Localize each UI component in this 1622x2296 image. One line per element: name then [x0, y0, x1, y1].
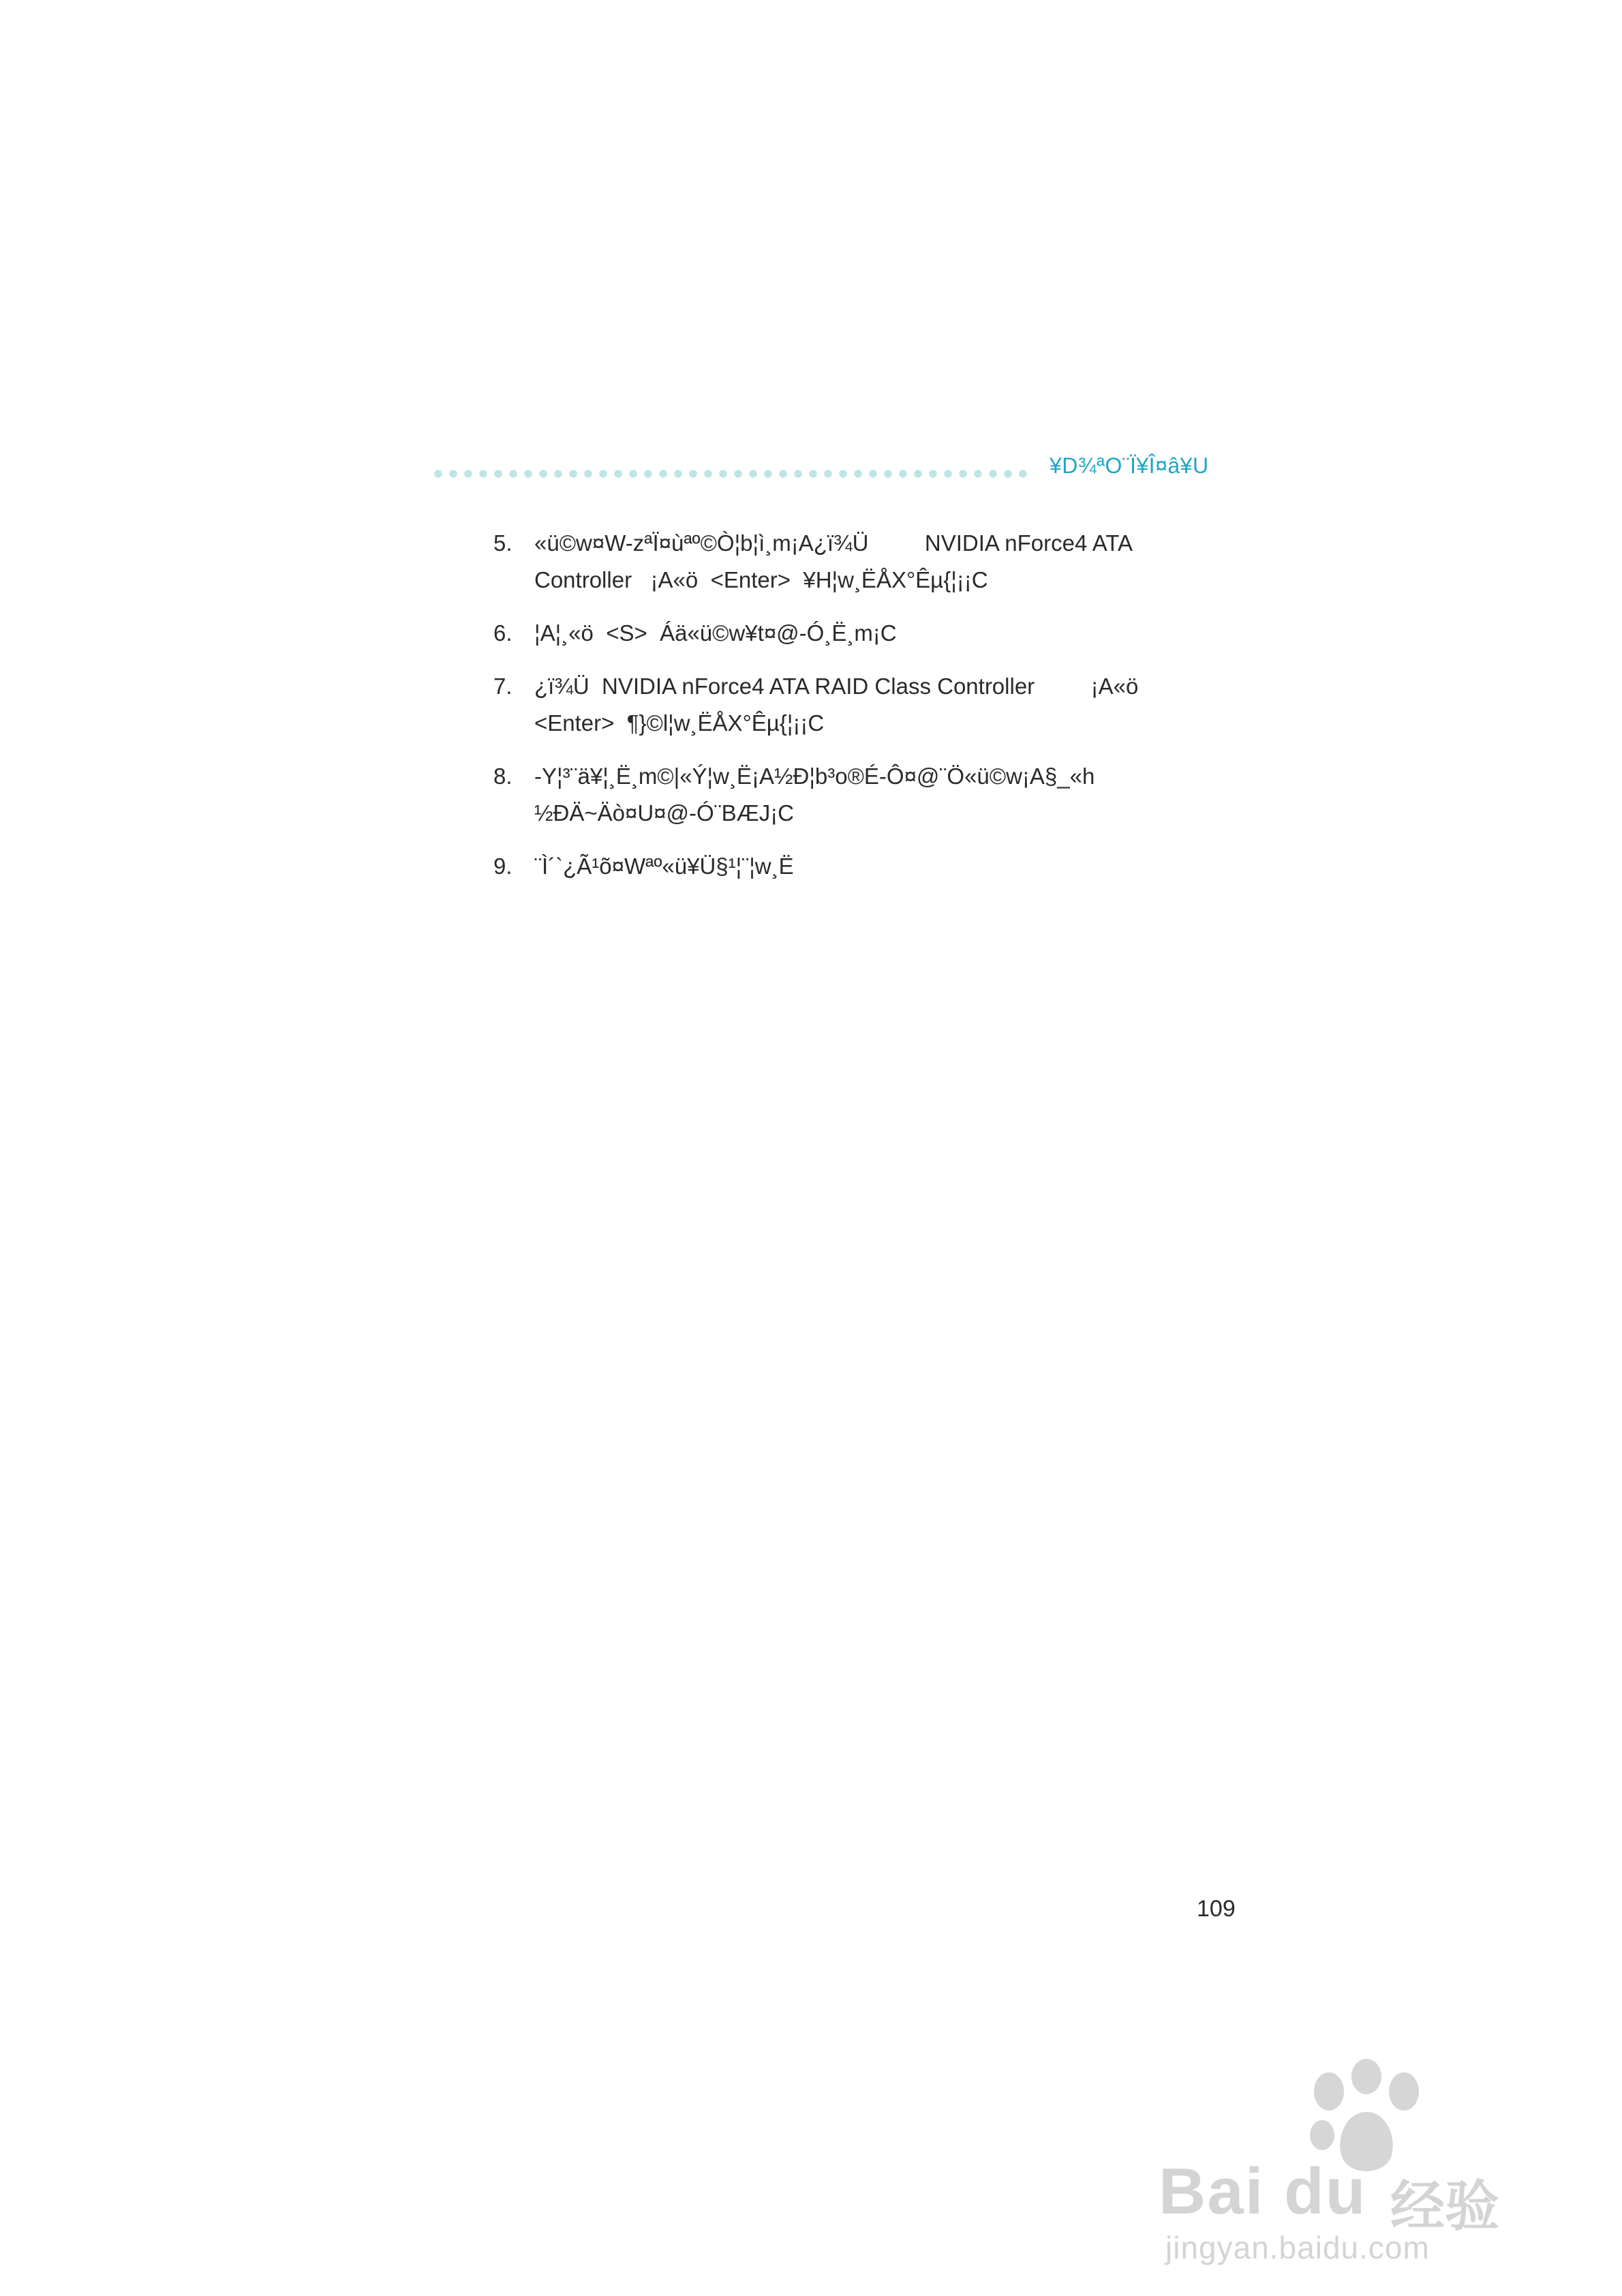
watermark-url: jingyan.baidu.com — [1165, 2230, 1430, 2265]
step-number: 5. — [493, 530, 512, 556]
baidu-jingyan-watermark — [1152, 2045, 1547, 2270]
step-9 — [493, 848, 1257, 885]
step-7 — [493, 668, 1257, 742]
step-number: 8. — [493, 764, 512, 789]
step-text-line: ¨Ì´`¿Ã¹õ¤Wªº«ü¥Ü§¹¦¨¦w¸Ë — [534, 854, 794, 879]
step-5 — [493, 525, 1257, 599]
watermark-brand-cn: 经验 — [1390, 2176, 1499, 2237]
page-header — [431, 452, 1235, 479]
section-title: ¥D¾ªO¨Ï¥Î¤â¥U — [1050, 453, 1209, 478]
step-text-line: ¦A¦¸«ö <S> Áä«ü©w¥t¤@-Ó¸Ë¸m¡C — [534, 620, 897, 646]
step-text-line: <Enter> ¶}©l¦w¸ËÅX°Êµ{¦¡¡C — [534, 710, 825, 736]
header-dotted-rule — [431, 468, 1030, 479]
step-text-line: «ü©w¤W-zªÏ¤ùªº©Ò¦b¦ì¸m¡A¿ï¾Ü NVIDIA nForce4 ATA — [534, 530, 1133, 556]
step-number: 9. — [493, 854, 512, 879]
page-number: 109 — [1197, 1896, 1236, 1922]
step-text-line: ½ÐÄ~Äò¤U¤@-Ó¨BÆJ¡C — [534, 800, 795, 826]
step-number: 7. — [493, 674, 512, 699]
step-6 — [493, 615, 1257, 652]
watermark-brand: Bai du — [1159, 2155, 1367, 2228]
instruction-steps — [493, 525, 1257, 901]
step-8 — [493, 758, 1257, 832]
step-number: 6. — [493, 620, 512, 646]
step-text-line: Controller ¡A«ö <Enter> ¥H¦w¸ËÅX°Êµ{¦¡¡C — [534, 567, 988, 592]
step-text-line: ¿ï¾Ü NVIDIA nForce4 ATA RAID Class Controller ¡A«ö — [534, 674, 1139, 699]
step-text-line: -Y¦³¨ä¥¦¸Ë¸m©|«Ý¦w¸Ë¡A½Ð¦b³o®É-Ô¤@¨Ö«ü©w¡A§_«h — [534, 764, 1095, 789]
